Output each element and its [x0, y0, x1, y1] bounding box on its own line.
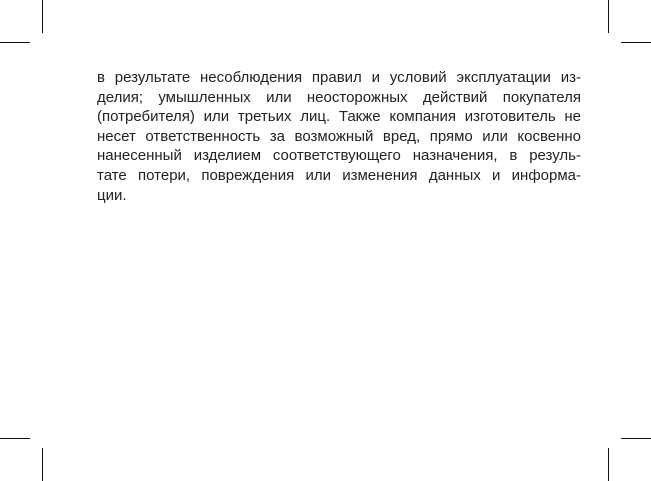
crop-mark-top-right-horizontal	[621, 42, 651, 43]
text-line: тате потери, повреждения или изменения данных и информа-	[97, 166, 581, 184]
crop-mark-top-left-horizontal	[0, 42, 30, 43]
warranty-text-paragraph	[97, 68, 581, 205]
crop-mark-top-right-vertical	[608, 0, 609, 33]
text-line: делия; умышленных или неосторожных действий покупателя	[97, 88, 581, 106]
crop-mark-bottom-left-vertical	[42, 448, 43, 481]
crop-mark-bottom-right-vertical	[608, 448, 609, 481]
crop-mark-top-left-vertical	[42, 0, 43, 33]
text-line: (потребителя) или третьих лиц. Также компания изготовитель не	[97, 108, 581, 126]
crop-mark-bottom-left-horizontal	[0, 438, 30, 439]
text-line: в результате несоблюдения правил и условий эксплуатации из-	[97, 69, 581, 86]
text-line: нанесенный изделием соответствующего назначения, в резуль-	[97, 147, 581, 165]
crop-mark-bottom-right-horizontal	[621, 438, 651, 439]
text-line: несет ответственность за возможный вред, прямо или косвенно	[97, 127, 581, 145]
text-line: ции.	[97, 186, 127, 204]
